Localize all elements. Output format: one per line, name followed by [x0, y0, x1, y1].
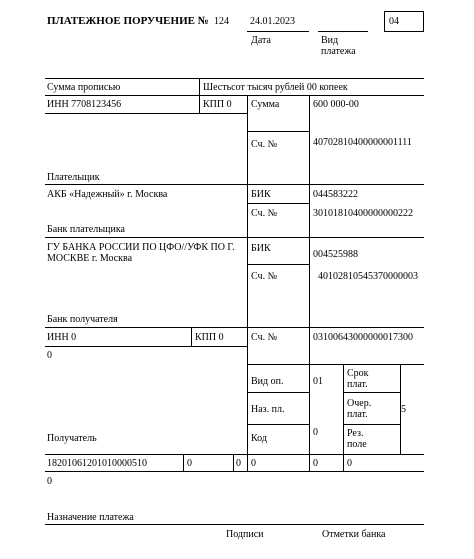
recipient-bank-vertical-rule — [309, 237, 310, 327]
amount-top-rule — [45, 78, 424, 79]
payment-type-label-1: Вид — [321, 35, 339, 46]
main-vertical-rule-left — [247, 95, 248, 471]
payer-bank-name: АКБ «Надежный» г. Москва — [47, 189, 168, 200]
payment-type-label-2: платежа — [321, 46, 356, 57]
recipient-label: Получатель — [47, 433, 97, 444]
code-value: 0 — [313, 427, 318, 438]
tax-divider-5 — [343, 454, 344, 471]
recipient-inn-rule — [45, 346, 247, 347]
payer-bank-account-value: 30101810400000000222 — [313, 208, 413, 219]
purpose-value: 0 — [47, 476, 52, 487]
payer-bik-rule — [247, 203, 309, 204]
purpose-code-label: Наз. пл. — [251, 404, 285, 415]
res-field-label-1: Рез. — [347, 428, 364, 439]
purpose-label: Назначение платежа — [47, 512, 134, 523]
recipient-bank-label: Банк получателя — [47, 314, 118, 325]
queue-label-1: Очер. — [347, 398, 372, 409]
tax-bottom-rule — [45, 471, 424, 472]
tax-field-oktmo: 0 — [187, 458, 192, 469]
code-label: Код — [251, 433, 267, 444]
queue-rule — [343, 424, 400, 425]
recipient-kpp: КПП 0 — [195, 332, 224, 343]
recipient-account-label: Сч. № — [251, 332, 278, 343]
amount-words-value: Шестьсот тысяч рублей 00 копеек — [203, 82, 348, 93]
payer-bik-value: 044583222 — [313, 189, 358, 200]
recipient-bottom-rule — [45, 454, 424, 455]
tax-divider-4 — [309, 454, 310, 471]
tax-field-doc-number: 0 — [313, 458, 318, 469]
date-underline — [247, 31, 309, 32]
recipient-bank-name-2: МОСКВЕ г. Москва — [47, 253, 133, 264]
recipient-bank-bottom-rule — [45, 327, 424, 328]
recipient-name: 0 — [47, 350, 52, 361]
recipient-bik-rule — [247, 264, 309, 265]
tax-field-basis: 0 — [236, 458, 241, 469]
tax-field-kbk: 18201061201010000510 — [47, 458, 147, 469]
payer-bank-account-label: Сч. № — [251, 208, 278, 219]
tax-divider-2 — [233, 454, 234, 471]
op-type-value: 01 — [313, 376, 323, 387]
recipient-bank-name-1: ГУ БАНКА РОССИИ ПО ЦФО//УФК ПО Г. — [47, 242, 235, 253]
payer-bank-vertical-rule — [309, 184, 310, 237]
date-label: Дата — [251, 35, 271, 46]
signatures-label: Подписи — [226, 529, 264, 540]
payer-bank-label: Банк плательщика — [47, 224, 125, 235]
payment-type-underline — [318, 31, 368, 32]
payer-inn: ИНН 7708123456 — [47, 99, 122, 110]
payer-account-vertical-rule — [309, 131, 310, 184]
purpose-code-rule — [247, 424, 309, 425]
payer-account-value: 40702810400000001111 — [313, 137, 412, 148]
recipient-inn-kpp-divider — [191, 327, 192, 346]
recipient-account-value: 03100643000000017300 — [313, 332, 413, 343]
recipient-bik-label: БИК — [251, 243, 271, 254]
payer-label: Плательщик — [47, 172, 100, 183]
queue-column-rule — [400, 364, 401, 454]
purpose-bottom-rule — [45, 524, 424, 525]
sum-value: 600 000-00 — [313, 99, 359, 110]
tax-divider-1 — [183, 454, 184, 471]
sum-label-rule — [247, 131, 309, 132]
term-column-rule — [343, 364, 344, 454]
queue-value: 5 — [401, 404, 406, 415]
recipient-inn: ИНН 0 — [47, 332, 77, 343]
sum-label: Сумма — [251, 99, 280, 110]
payment-date: 24.01.2023 — [250, 16, 295, 27]
op-type-rule — [247, 392, 309, 393]
document-title: ПЛАТЕЖНОЕ ПОРУЧЕНИЕ № — [47, 15, 209, 27]
amount-bottom-rule — [45, 95, 424, 96]
amount-words-label: Сумма прописью — [47, 82, 121, 93]
payer-account-label: Сч. № — [251, 139, 278, 150]
term-rule — [343, 392, 400, 393]
payer-bik-label: БИК — [251, 189, 271, 200]
form-code: 04 — [389, 16, 399, 27]
term-label-1: Срок — [347, 368, 369, 379]
res-field-label-2: поле — [347, 439, 367, 450]
payment-number: 124 — [214, 16, 229, 27]
sum-vertical-rule — [309, 95, 310, 131]
queue-label-2: плат. — [347, 409, 368, 420]
bank-marks-label: Отметки банка — [322, 529, 386, 540]
recipient-account-rule — [247, 364, 424, 365]
payer-bottom-rule — [45, 184, 424, 185]
recipient-bank-account-value: 40102810545370000003 — [318, 271, 418, 282]
payer-bank-bottom-rule — [45, 237, 424, 238]
term-label-2: плат. — [347, 379, 368, 390]
payer-inn-rule — [45, 113, 247, 114]
amount-divider — [199, 78, 200, 95]
tax-field-doc-date: 0 — [347, 458, 352, 469]
payer-inn-kpp-divider — [199, 95, 200, 113]
recipient-vertical-rule — [309, 327, 310, 454]
recipient-bank-account-label: Сч. № — [251, 271, 278, 282]
op-type-label: Вид оп. — [251, 376, 284, 387]
tax-field-period: 0 — [251, 458, 256, 469]
payer-kpp: КПП 0 — [203, 99, 232, 110]
recipient-bik-value: 004525988 — [313, 249, 358, 260]
